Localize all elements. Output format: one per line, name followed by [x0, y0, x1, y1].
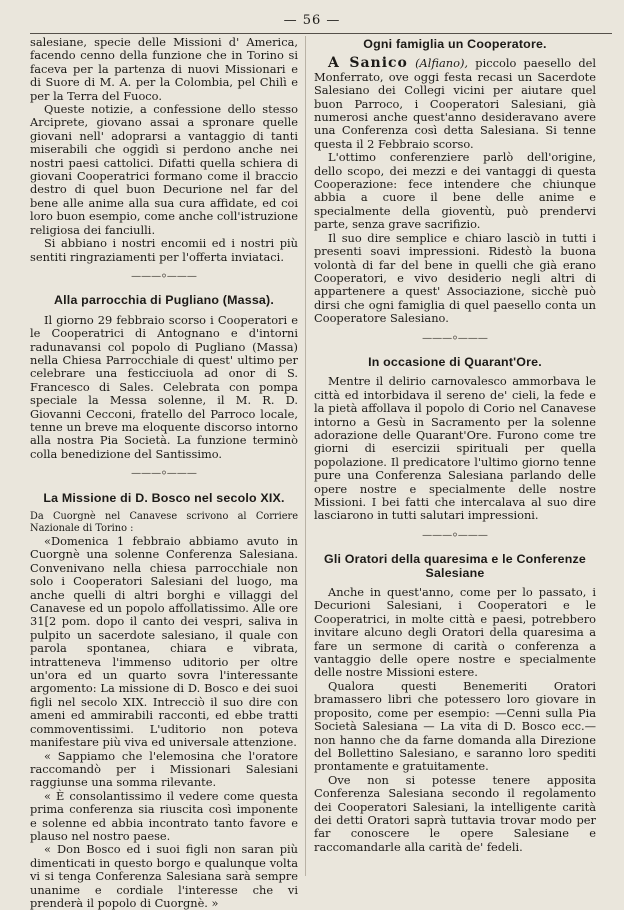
section-heading-pugliano: Alla parrocchia di Pugliano (Massa). — [54, 293, 274, 308]
paragraph: salesiane, specie delle Missioni d' America, facendo cenno della funzione che in Torino si faceva per la partenza di nuovi Missionari e di Suore di M. A. per la Colombia, pel Chilì e per la Terra del Fuoco. — [30, 35, 298, 103]
place-name: A Sanico — [328, 55, 408, 72]
paragraph: Ove non si potesse tenere apposita Conferenza Salesiana secondo il regolamento dei Cooperatori Salesiani, la intelligente carità dei detti Oratori saprà tuttavia trovar modo per far conoscere le opere Salesiane e raccomandarle alla carità de' fedeli. — [314, 772, 596, 854]
paragraph: Il suo dire semplice e chiaro lasciò in tutti i presenti soavi impressioni. Ridestò la buona volontà di far del bene in quelli che già erano Cooperatori, e vivo desiderio negli altri di appartenere a quest' Associazione, sicchè può dirsi che ogni famiglia di quel paesello conta un Cooperatore Salesiano. — [314, 230, 596, 326]
place-note: (Alfiano), — [415, 56, 469, 71]
page-number: — 56 — — [283, 13, 341, 28]
paragraph: «Domenica 1 febbraio abbiamo avuto in Cuorgnè una solenne Conferenza Salesiana. Convenivano nella chiesa parrocchiale non solo i Cooperatori Salesiani del luogo, ma anche quelli di altri borghi e villaggi del Canavese ed un popolo affollatissimo. Alle ore 31[2 pom. dopo il canto dei vespri, saliva in pulpito un sacerdote salesiano, il quale con parola spontanea, chiara e vibrata, intratteneva l'immenso uditorio per oltre un'ora ed un quarto sovra l'interessante argomento: La missione di D. Bosco e dei suoi figli nel secolo XIX. Intrecciò il suo dire con ameni ed ammirabili racconti, ed ebbe tratti commoventissimi. L'uditorio non poteva manifestare più viva ed universale attenzione. — [30, 534, 298, 750]
paragraph: Queste notizie, a confessione dello stesso Arciprete, giovano assai a spronare quelle giovani nell' adoprarsi a vantaggio di tanti miserabili che oggidì si perdono anche nei nostri paesi cattolici. Difatti quella schiera di giovani Cooperatrici formano come il braccio destro di quel buon Decurione nel far del bene alle anime alla sua cura affidate, ed coi loro buon esempio, come anche coll'istruzione religiosa dei fanciulli. — [30, 102, 298, 237]
paragraph — [314, 57, 596, 151]
paragraph-text: piccolo paesello del Monferrato, ove oggi festa recasi un Sacerdote Salesiano dei Collegi vicini per aiutare quel buon Parroco, i Cooperatori Salesiani, già numerosi anche quest'anno desideravano avere una Conferenza così detta Salesiana. Si tenne questa il 2 Febbraio scorso. — [314, 56, 596, 151]
paragraph: Anche in quest'anno, come per lo passato, i Decurioni Salesiani, i Cooperatori e le Cooperatrici, in molte città e paesi, potrebbero invitare alcuno degli Oratori della quaresima a fare un sermone di carità o conferenza a vantaggio delle opere nostre e specialmente delle nostre Missioni estere. — [314, 585, 596, 680]
right-column — [314, 36, 596, 854]
section-heading-ogni-famiglia: Ogni famiglia un Cooperatore. — [363, 37, 547, 51]
section-ornament: ———⸰——— — [131, 270, 197, 282]
paragraph: Mentre il delirio carnovalesco ammorbava le città ed intorbidava il sereno de' cieli, la fede e la pietà affollava il popolo di Corio nel Canavese intorno a Gesù in Sacramento per la solenne adorazione delle Quarant'Ore. Furono come tre giorni di esercizii spirituali per quella popolazione. Il predicatore l'ultimo giorno tenne pure una Conferenza Salesiana parlando delle opere nostre e specialmente delle nostre Missioni. I bei fatti che intercalava al suo dire lasciarono in tutti salutari impressioni. — [314, 374, 596, 523]
column-divider — [305, 36, 306, 876]
section-ornament: ———⸰——— — [422, 529, 488, 541]
paragraph: « Sappiamo che l'elemosina che l'oratore raccomandò per i Missionari Salesiani raggiunse una somma rilevante. — [30, 748, 298, 790]
paragraph: « È consolantissimo il vedere come questa prima conferenza sia riuscita così imponente e solenne ed abbia incontrato tanto favore e plauso nel nostro paese. — [30, 788, 298, 843]
paragraph: Qualora questi Benemeriti Oratori bramassero libri che potessero loro giovare in proposito, come per esempio: —Cenni sulla Pia Società Salesiana — La vita di D. Bosco ecc.— non hanno che da farne domanda alla Direzione del Bollettino Salesiano, e saranno loro spediti prontamente e gratuitamente. — [314, 678, 596, 774]
section-ornament: ———⸰——— — [422, 332, 488, 344]
paragraph: Il giorno 29 febbraio scorso i Cooperatori e le Cooperatrici di Antognano e d'intorni radunavansi col popolo di Pugliano (Massa) nella Chiesa Parrocchiale di quest' ultimo per celebrare una festicciuola ad onor di S. Francesco di Sales. Celebrata con pompa speciale la Messa solenne, il M. R. D. Giovanni Cecconi, fratello del Parroco locale, tenne un breve ma eloquente discorso intorno alla nostra Pia Società. La funzione terminò colla benedizione del Santissimo. — [30, 312, 298, 461]
section-heading-oratori: Gli Oratori della quaresima e le Conferenze Salesiane — [323, 552, 586, 580]
section-heading-missione: La Missione di D. Bosco nel secolo XIX. — [43, 490, 285, 505]
paragraph: « Don Bosco ed i suoi figli non saran più dimenticati in questo borgo e qualunque volta vi si tenga Conferenza Salesiana sarà sempre unanime e cordiale l'interesse che vi prenderà il popolo di Cuorgnè. » — [30, 842, 298, 910]
paragraph: L'ottimo conferenziere parlò dell'origine, dello scopo, dei mezzi e dei vantaggi di questa Cooperazione: fece intendere che chiunque abbia a cuore il bene delle anime e specialmente della gioventù, può prendervi parte, senza grave sacrifizio. — [314, 150, 596, 232]
section-heading-quarant-ore: In occasione di Quarant'Ore. — [368, 354, 542, 369]
header-rule — [30, 33, 612, 34]
byline: Da Cuorgnè nel Canavese scrivono al Corriere Nazionale di Torino : — [30, 511, 298, 534]
left-column — [30, 36, 298, 910]
paragraph: Si abbiano i nostri encomii ed i nostri più sentiti ringraziamenti per l'offerta inviataci. — [30, 236, 298, 264]
section-ornament: ———⸰——— — [131, 468, 197, 480]
